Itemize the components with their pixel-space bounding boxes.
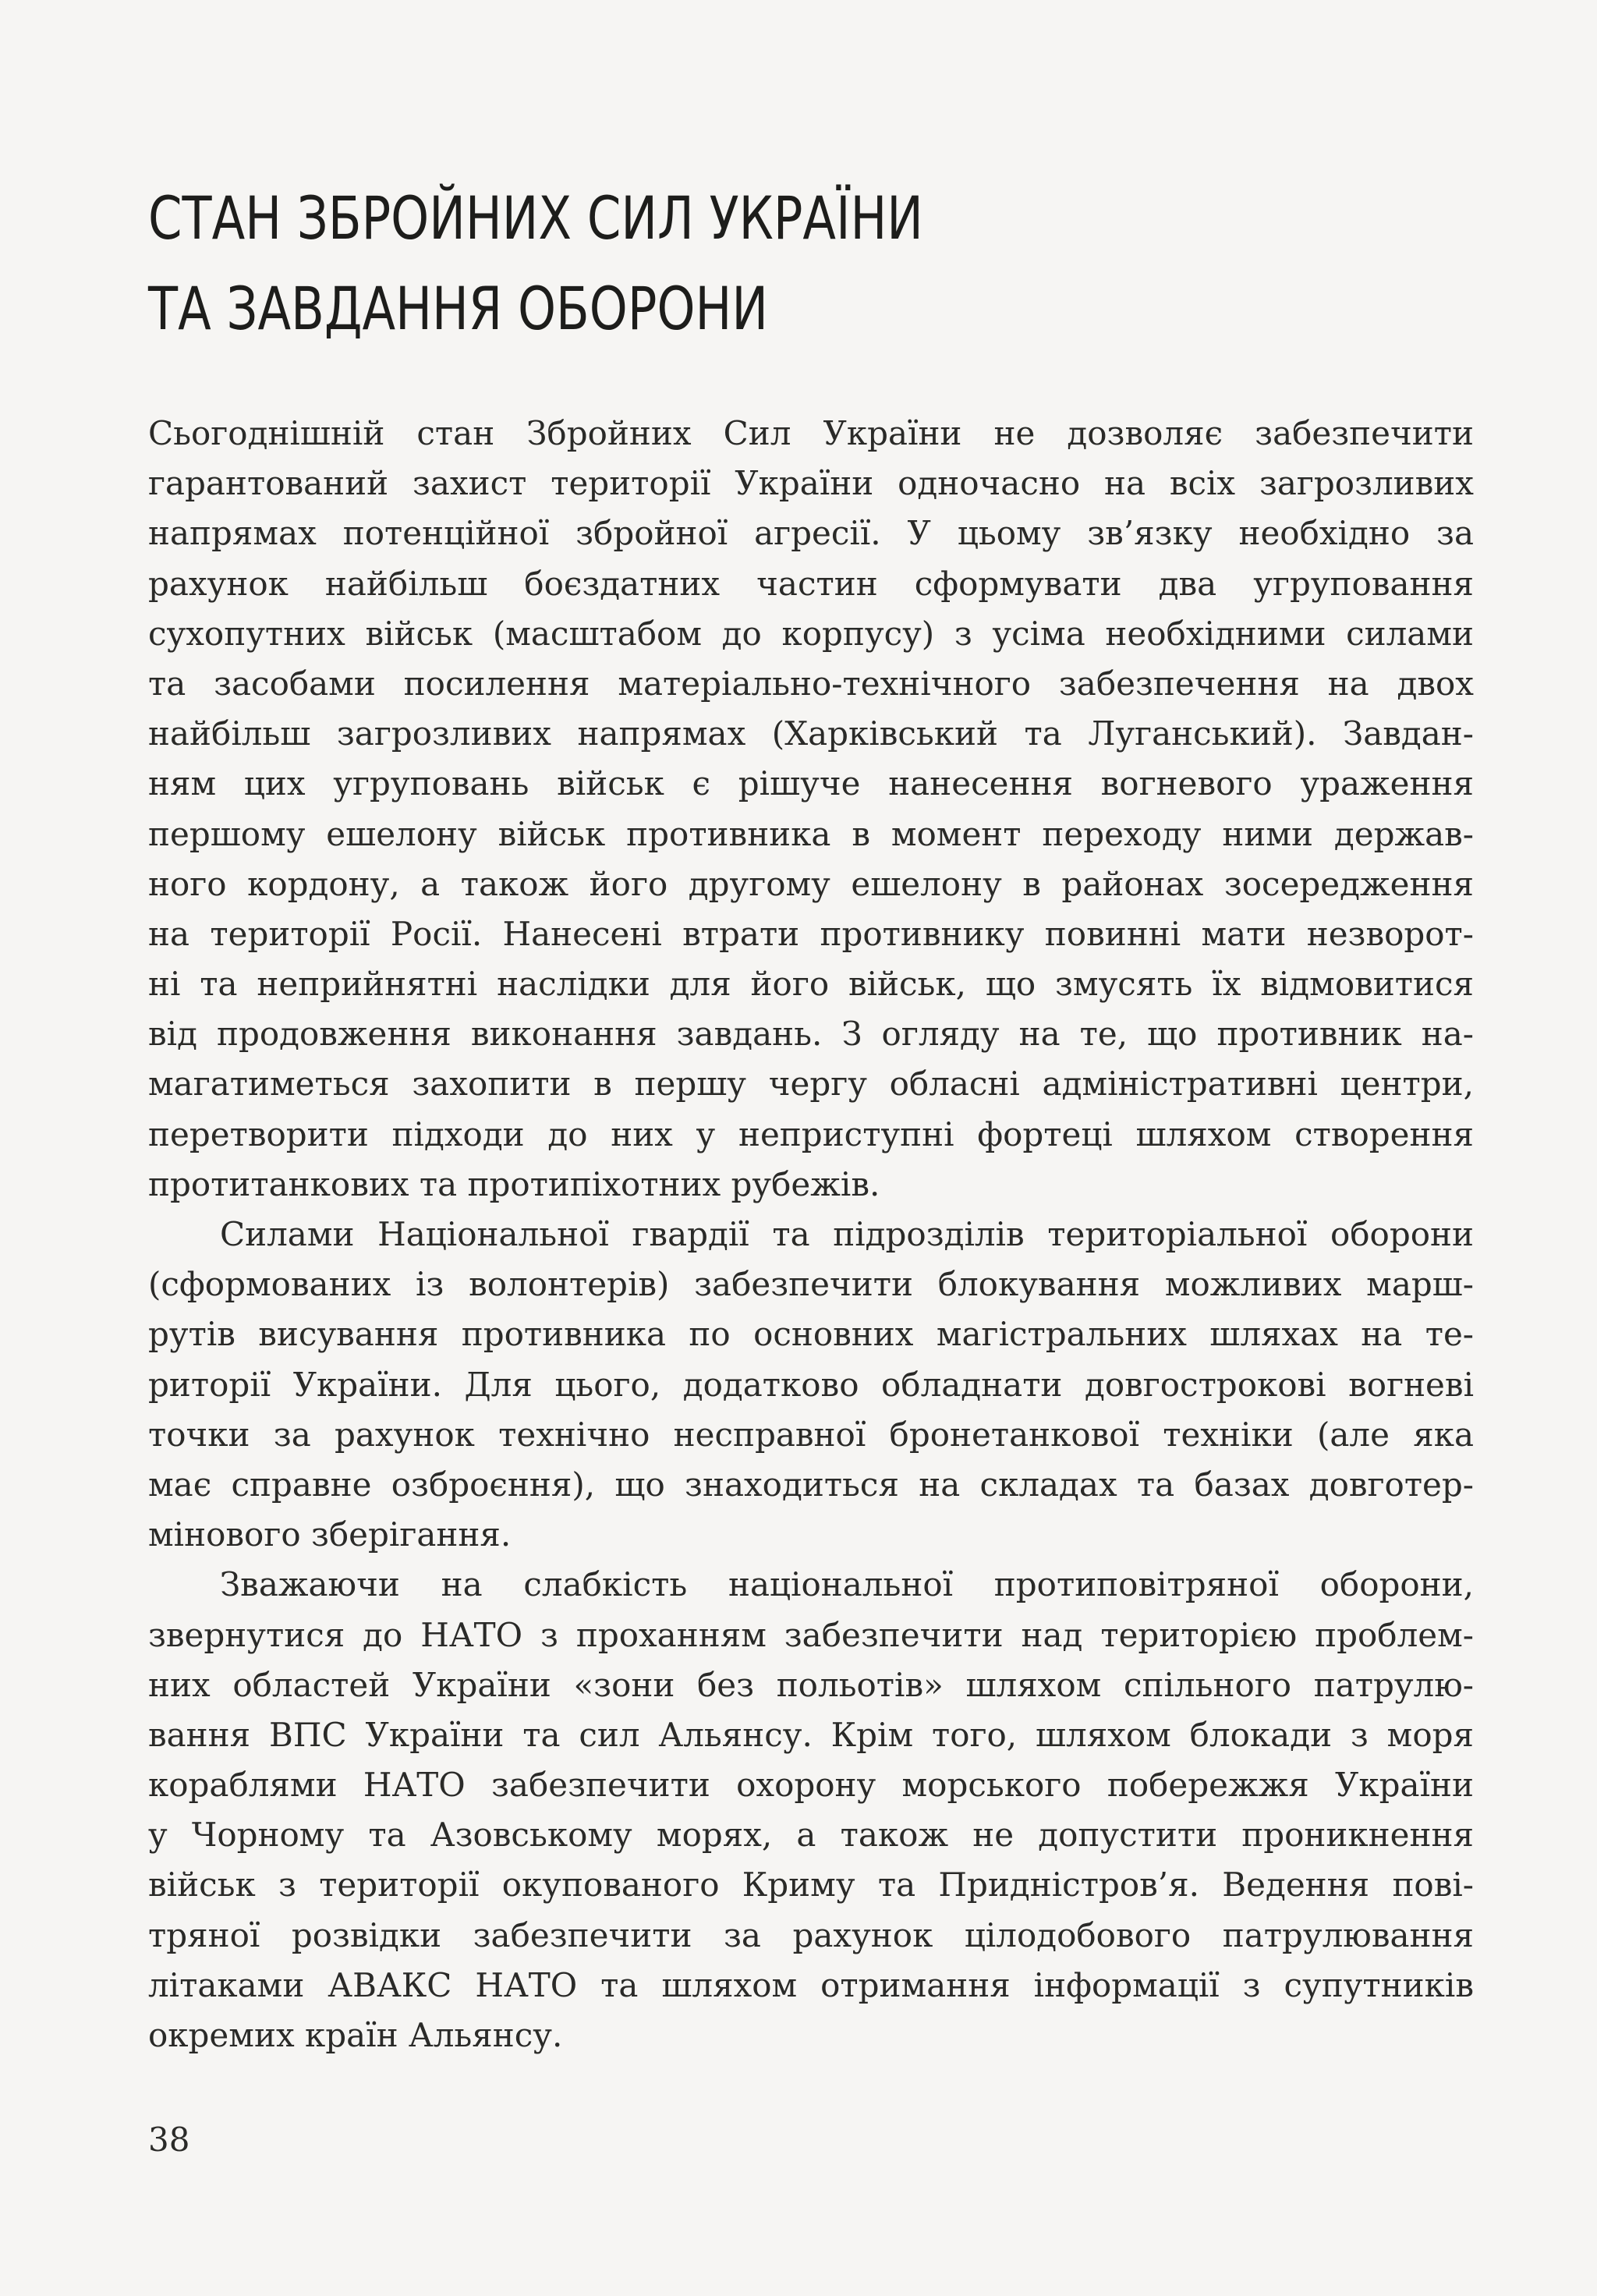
text-line: Силами Національної гвардії та підрозділів територіальної оборони: [220, 1215, 1474, 1253]
text-line: тряної розвідки забезпечити за рахунок цілодобового патрулювання: [148, 1915, 1474, 1954]
text-line: ні та неприйнятні наслідки для його військ, що змусять їх відмовитися: [148, 965, 1474, 1004]
text-line: вання ВПС України та сил Альянсу. Крім того, шляхом блокади з моря: [148, 1715, 1474, 1754]
text-line: них областей України «зони без польотів» шляхом спільного патрулю-: [148, 1665, 1474, 1704]
text-line: найбільш загрозливих напрямах (Харківський та Луганський). Завдан-: [148, 714, 1474, 753]
body-text: [148, 409, 1474, 2060]
text-line: напрямах потенційної збройної агресії. У цьому зв’язку необхідно за: [148, 514, 1474, 553]
chapter-title-line-1: СТАН ЗБРОЙНИХ СИЛ УКРАЇНИ: [148, 183, 923, 253]
text-line: сухопутних військ (масштабом до корпусу) з усіма необхідними силами: [148, 614, 1474, 653]
page-number: 38: [148, 2121, 190, 2159]
chapter-title-line-2: ТА ЗАВДАННЯ ОБОРОНИ: [148, 274, 768, 343]
text-line: у Чорному та Азовському морях, а також не допустити проникнення: [148, 1816, 1474, 1855]
text-line: Зважаючи на слабкість національної протиповітряної оборони,: [220, 1565, 1474, 1604]
text-line: точки за рахунок технічно несправної бронетанкової техніки (але яка: [148, 1415, 1474, 1454]
text-line: окремих країн Альянсу.: [148, 2016, 563, 2054]
text-line: магатиметься захопити в першу чергу обласні адміністративні центри,: [148, 1065, 1474, 1104]
text-line: від продовження виконання завдань. З огляду на те, що противник на-: [148, 1015, 1474, 1054]
text-line: мінового зберігання.: [148, 1515, 512, 1554]
text-line: (сформованих із волонтерів) забезпечити блокування можливих марш-: [148, 1265, 1474, 1304]
text-line: першому ешелону військ противника в момент переходу ними держав-: [148, 814, 1474, 853]
paragraph-3: [148, 1560, 1474, 2060]
paragraph-2: [148, 1210, 1474, 1560]
text-line: ного кордону, а також його другому ешелону в районах зосередження: [148, 864, 1474, 903]
text-line: військ з території окупованого Криму та Придністров’я. Ведення пові-: [148, 1866, 1474, 1904]
chapter-title: [148, 173, 1235, 354]
text-line: рутів висування противника по основних магістральних шляхах на те-: [148, 1315, 1474, 1354]
text-line: та засобами посилення матеріально-технічного забезпечення на двох: [148, 664, 1474, 703]
text-line: на території Росії. Нанесені втрати противнику повинні мати незворот-: [148, 914, 1474, 953]
paragraph-1: [148, 409, 1474, 1210]
text-line: Сьогоднішній стан Збройних Сил України не дозволяє забезпечити: [148, 414, 1474, 452]
text-line: риторії України. Для цього, додатково обладнати довгострокові вогневі: [148, 1365, 1474, 1404]
text-line: літаками АВАКС НАТО та шляхом отримання інформації з супутників: [148, 1965, 1474, 2004]
text-line: звернутися до НАТО з проханням забезпечити над територією проблем-: [148, 1615, 1474, 1654]
text-line: ням цих угруповань військ є рішуче нанесення вогневого ураження: [148, 764, 1474, 803]
text-line: гарантований захист території України одночасно на всіх загрозливих: [148, 464, 1474, 503]
text-line: перетворити підходи до них у неприступні фортеці шляхом створення: [148, 1114, 1474, 1153]
text-line: протитанкових та протипіхотних рубежів.: [148, 1164, 880, 1203]
text-line: рахунок найбільш боєздатних частин сформувати два угруповання: [148, 564, 1474, 603]
text-line: кораблями НАТО забезпечити охорону морського побережжя України: [148, 1766, 1474, 1805]
text-line: має справне озброєння), що знаходиться на складах та базах довготер-: [148, 1465, 1474, 1504]
